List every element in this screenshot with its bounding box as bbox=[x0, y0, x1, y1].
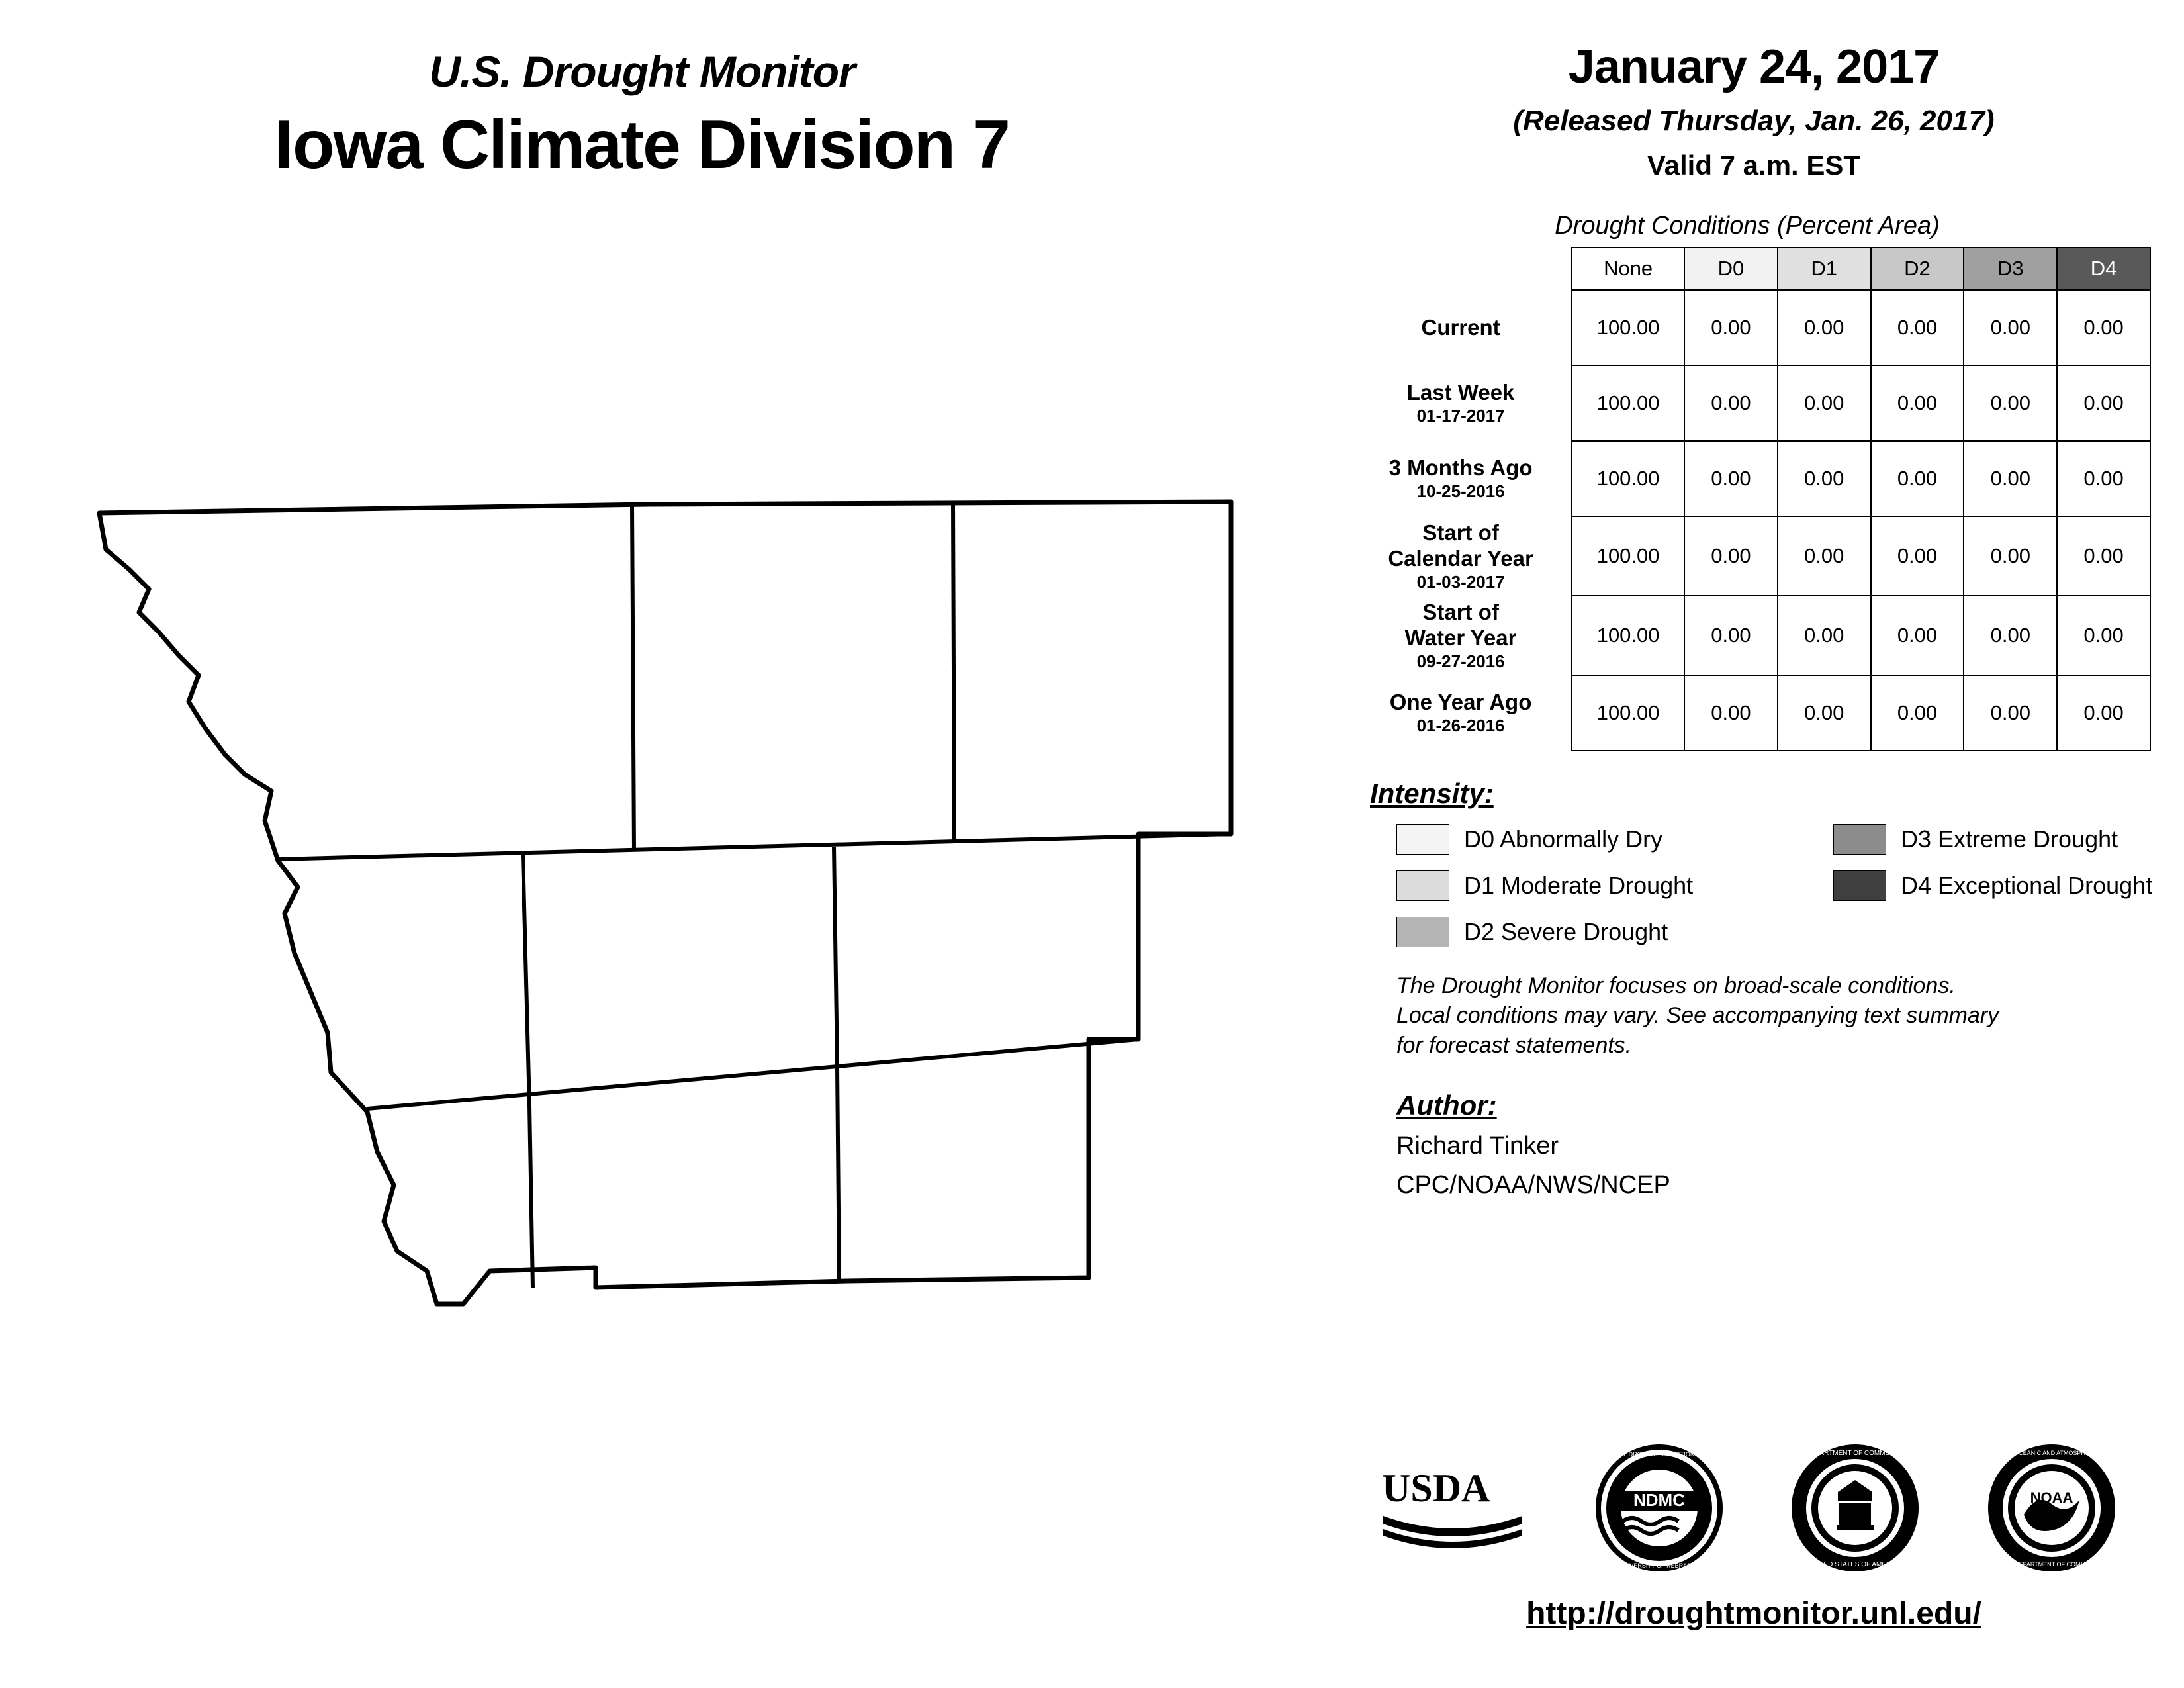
row-label-text-2: Water Year bbox=[1404, 625, 1517, 650]
ndmc-logo bbox=[1593, 1442, 1725, 1577]
legend-label-d0: D0 Abnormally Dry bbox=[1464, 825, 1663, 853]
cell-none: 100.00 bbox=[1572, 290, 1684, 365]
row-label-3-months-ago bbox=[1350, 441, 1572, 516]
legend-label-d3: D3 Extreme Drought bbox=[1901, 825, 2118, 853]
cell-d4: 0.00 bbox=[2057, 290, 2150, 365]
map-container bbox=[66, 490, 1324, 1417]
row-label-text-2: Calendar Year bbox=[1388, 545, 1533, 571]
legend-item-d3 bbox=[1807, 824, 2184, 855]
cell-d1: 0.00 bbox=[1778, 290, 1871, 365]
svg-text:USDA: USDA bbox=[1382, 1466, 1490, 1510]
cell-d2: 0.00 bbox=[1871, 290, 1964, 365]
row-label-current bbox=[1350, 290, 1572, 365]
col-header-none: None bbox=[1572, 248, 1684, 290]
author-title: Author: bbox=[1396, 1089, 1497, 1121]
table-corner-cell bbox=[1350, 248, 1572, 290]
cell-none: 100.00 bbox=[1572, 441, 1684, 516]
svg-text:UNITED STATES OF AMERICA: UNITED STATES OF AMERICA bbox=[1808, 1560, 1903, 1568]
legend-item-d1 bbox=[1370, 870, 1807, 901]
cell-d3: 0.00 bbox=[1964, 675, 2057, 751]
row-label-text: Current bbox=[1421, 314, 1500, 340]
row-label-text: Start of bbox=[1422, 599, 1499, 624]
cell-d4: 0.00 bbox=[2057, 675, 2150, 751]
cell-d2: 0.00 bbox=[1871, 441, 1964, 516]
cell-d4: 0.00 bbox=[2057, 596, 2150, 675]
cell-d4: 0.00 bbox=[2057, 516, 2150, 596]
cell-d4: 0.00 bbox=[2057, 365, 2150, 441]
svg-text:UNIVERSITY OF NEBRASKA: UNIVERSITY OF NEBRASKA bbox=[1619, 1562, 1699, 1569]
row-label-text: 3 Months Ago bbox=[1388, 455, 1533, 481]
program-title: U.S. Drought Monitor bbox=[429, 47, 855, 96]
iowa-climate-division-7-map bbox=[66, 490, 1324, 1417]
cell-d1: 0.00 bbox=[1778, 365, 1871, 441]
table-row bbox=[1350, 516, 2150, 596]
row-label-date: 09-27-2016 bbox=[1416, 651, 1505, 671]
table-row bbox=[1350, 290, 2150, 365]
cell-d3: 0.00 bbox=[1964, 441, 2057, 516]
table-row bbox=[1350, 441, 2150, 516]
swatch-d4-icon bbox=[1833, 870, 1886, 901]
row-label-date: 01-26-2016 bbox=[1416, 716, 1505, 736]
cell-d3: 0.00 bbox=[1964, 516, 2057, 596]
svg-text:NATIONAL OCEANIC AND ATMOSPHER: NATIONAL OCEANIC AND ATMOSPHERIC ADMIN bbox=[1985, 1449, 2118, 1456]
right-panel bbox=[1363, 40, 2153, 1199]
swatch-d3-icon bbox=[1833, 824, 1886, 855]
county-line-v2 bbox=[953, 503, 954, 842]
cell-d0: 0.00 bbox=[1684, 675, 1778, 751]
row-label-start-of-water-year bbox=[1350, 596, 1572, 675]
disclaimer-line-3: for forecast statements. bbox=[1396, 1032, 1632, 1058]
swatch-d2-icon bbox=[1396, 917, 1449, 947]
col-header-d0: D0 bbox=[1684, 248, 1778, 290]
cell-d0: 0.00 bbox=[1684, 516, 1778, 596]
cell-none: 100.00 bbox=[1572, 596, 1684, 675]
row-label-text: Last Week bbox=[1406, 380, 1515, 405]
row-label-last-week bbox=[1350, 365, 1572, 441]
row-label-start-of-calendar-year bbox=[1350, 516, 1572, 596]
cell-d2: 0.00 bbox=[1871, 596, 1964, 675]
table-header-row bbox=[1350, 248, 2150, 290]
cell-d0: 0.00 bbox=[1684, 290, 1778, 365]
cell-d1: 0.00 bbox=[1778, 441, 1871, 516]
col-header-d1: D1 bbox=[1778, 248, 1871, 290]
cell-d3: 0.00 bbox=[1964, 365, 2057, 441]
disclaimer-line-1: The Drought Monitor focuses on broad-scale conditions. bbox=[1396, 973, 1956, 998]
cell-d1: 0.00 bbox=[1778, 675, 1871, 751]
row-label-text: Start of bbox=[1422, 520, 1499, 545]
table-row bbox=[1350, 596, 2150, 675]
legend-item-d2 bbox=[1370, 917, 1807, 947]
table-row bbox=[1350, 675, 2150, 751]
cell-d0: 0.00 bbox=[1684, 596, 1778, 675]
legend-item-d0 bbox=[1370, 824, 1807, 855]
disclaimer bbox=[1396, 971, 2144, 1060]
logo-row bbox=[1377, 1443, 2118, 1575]
svg-text:NOAA: NOAA bbox=[2030, 1489, 2073, 1506]
author-affiliation: CPC/NOAA/NWS/NCEP bbox=[1396, 1170, 1670, 1199]
row-label-date: 10-25-2016 bbox=[1416, 481, 1505, 502]
cell-none: 100.00 bbox=[1572, 516, 1684, 596]
noaa-logo bbox=[1985, 1442, 2118, 1577]
svg-text:U.S. DEPARTMENT OF COMMERCE: U.S. DEPARTMENT OF COMMERCE bbox=[2001, 1560, 2102, 1568]
title-block bbox=[79, 46, 1205, 185]
svg-text:NATIONAL DROUGHT MITIGATION CE: NATIONAL DROUGHT MITIGATION CENTER bbox=[1597, 1450, 1721, 1458]
usda-logo bbox=[1377, 1455, 1529, 1564]
cell-d2: 0.00 bbox=[1871, 365, 1964, 441]
drought-conditions-table bbox=[1350, 247, 2151, 751]
cell-d0: 0.00 bbox=[1684, 365, 1778, 441]
disclaimer-line-2: Local conditions may vary. See accompanying text summary bbox=[1396, 1002, 1999, 1028]
valid-date: January 24, 2017 bbox=[1568, 40, 1940, 93]
swatch-d1-icon bbox=[1396, 870, 1449, 901]
row-label-text: One Year Ago bbox=[1389, 690, 1532, 715]
cell-none: 100.00 bbox=[1572, 365, 1684, 441]
legend-label-d1: D1 Moderate Drought bbox=[1464, 872, 1694, 899]
col-header-d2: D2 bbox=[1871, 248, 1964, 290]
table-row bbox=[1350, 365, 2150, 441]
legend-label-d2: D2 Severe Drought bbox=[1464, 918, 1668, 945]
cell-d3: 0.00 bbox=[1964, 290, 2057, 365]
table-caption: Drought Conditions (Percent Area) bbox=[1555, 212, 1940, 240]
svg-text:NDMC: NDMC bbox=[1633, 1489, 1685, 1510]
intensity-title: Intensity: bbox=[1370, 778, 1494, 809]
row-label-date: 01-03-2017 bbox=[1416, 571, 1505, 592]
cell-d2: 0.00 bbox=[1871, 516, 1964, 596]
release-date: (Released Thursday, Jan. 26, 2017) bbox=[1513, 105, 1995, 137]
cell-d0: 0.00 bbox=[1684, 441, 1778, 516]
col-header-d3: D3 bbox=[1964, 248, 2057, 290]
cell-d4: 0.00 bbox=[2057, 441, 2150, 516]
division-outline bbox=[99, 502, 1231, 1304]
county-line-v1 bbox=[632, 506, 634, 851]
legend-label-d4: D4 Exceptional Drought bbox=[1901, 872, 2153, 899]
legend-item-d4 bbox=[1807, 870, 2184, 901]
cell-d1: 0.00 bbox=[1778, 596, 1871, 675]
author-name: Richard Tinker bbox=[1396, 1131, 1559, 1160]
intensity-legend bbox=[1370, 778, 2153, 947]
usdc-logo bbox=[1789, 1442, 1921, 1577]
website-url-link[interactable]: http://droughtmonitor.unl.edu/ bbox=[1526, 1596, 1981, 1631]
valid-time: Valid 7 a.m. EST bbox=[1647, 150, 1861, 181]
cell-d2: 0.00 bbox=[1871, 675, 1964, 751]
cell-d1: 0.00 bbox=[1778, 516, 1871, 596]
swatch-d0-icon bbox=[1396, 824, 1449, 855]
cell-d3: 0.00 bbox=[1964, 596, 2057, 675]
col-header-d4: D4 bbox=[2057, 248, 2150, 290]
row-label-one-year-ago bbox=[1350, 675, 1572, 751]
county-line-v6 bbox=[837, 1067, 839, 1283]
page-title: Iowa Climate Division 7 bbox=[275, 107, 1009, 183]
svg-text:DEPARTMENT OF COMMERCE: DEPARTMENT OF COMMERCE bbox=[1806, 1449, 1904, 1457]
row-label-date: 01-17-2017 bbox=[1416, 406, 1505, 426]
cell-none: 100.00 bbox=[1572, 675, 1684, 751]
